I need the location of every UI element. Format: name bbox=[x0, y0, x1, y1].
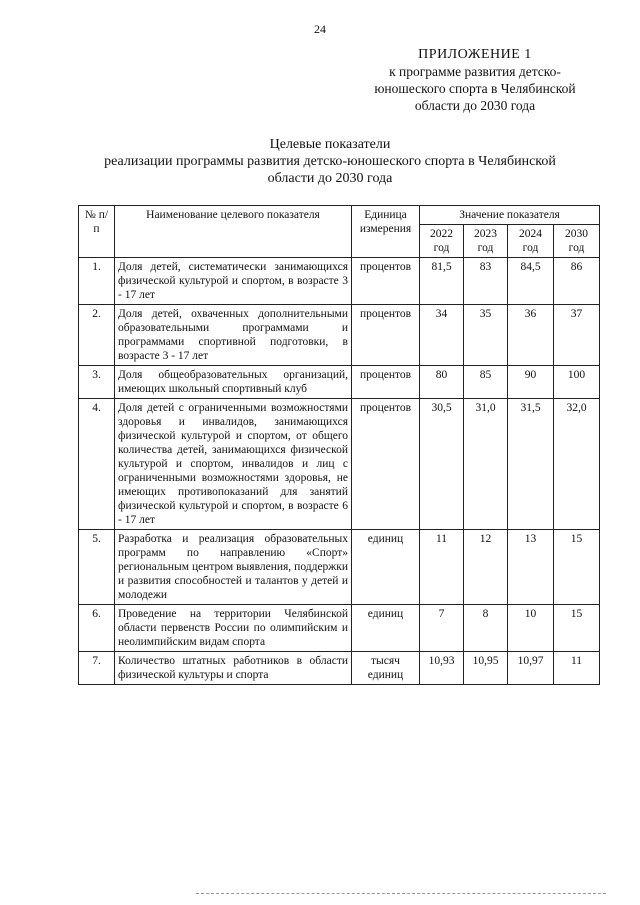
page-edge-divider bbox=[196, 893, 606, 894]
table-row bbox=[79, 652, 600, 685]
value-cell: 84,5 bbox=[508, 258, 554, 305]
table-row bbox=[79, 530, 600, 605]
document-title bbox=[60, 136, 600, 187]
unit-cell: тысяч единиц bbox=[352, 652, 420, 685]
value-cell: 81,5 bbox=[420, 258, 464, 305]
value-cell: 100 bbox=[554, 366, 600, 399]
value-cell: 15 bbox=[554, 605, 600, 652]
row-number: 7. bbox=[79, 652, 115, 685]
appendix-block bbox=[350, 46, 600, 114]
value-cell: 12 bbox=[464, 530, 508, 605]
value-cell: 7 bbox=[420, 605, 464, 652]
unit-cell: процентов bbox=[352, 366, 420, 399]
indicator-name: Доля детей, систематически занимающихся физической культурой и спортом, в возрасте 3 - 17 лет bbox=[115, 258, 352, 305]
indicator-name: Разработка и реализация образовательных программ по направлению «Спорт» региональным центром выявления, поддержки и развития способностей и талантов у детей и молодежи bbox=[115, 530, 352, 605]
title-line: области до 2030 года bbox=[267, 171, 393, 186]
header-value-group: Значение показателя bbox=[420, 206, 600, 225]
value-cell: 35 bbox=[464, 305, 508, 366]
unit-cell: процентов bbox=[352, 305, 420, 366]
indicator-name: Количество штатных работников в области физической культуры и спорта bbox=[115, 652, 352, 685]
table-row bbox=[79, 305, 600, 366]
row-number: 5. bbox=[79, 530, 115, 605]
table-row bbox=[79, 366, 600, 399]
value-cell: 83 bbox=[464, 258, 508, 305]
value-cell: 11 bbox=[554, 652, 600, 685]
value-cell: 37 bbox=[554, 305, 600, 366]
value-cell: 15 bbox=[554, 530, 600, 605]
value-cell: 10,97 bbox=[508, 652, 554, 685]
header-num: № п/п bbox=[79, 206, 115, 258]
unit-cell: процентов bbox=[352, 399, 420, 530]
unit-cell: единиц bbox=[352, 605, 420, 652]
row-number: 1. bbox=[79, 258, 115, 305]
header-name: Наименование целевого показателя bbox=[115, 206, 352, 258]
row-number: 4. bbox=[79, 399, 115, 530]
row-number: 2. bbox=[79, 305, 115, 366]
header-year: 2023 год bbox=[464, 225, 508, 258]
value-cell: 90 bbox=[508, 366, 554, 399]
title-line: реализации программы развития детско-юношеского спорта в Челябинской bbox=[104, 154, 556, 169]
value-cell: 31,0 bbox=[464, 399, 508, 530]
value-cell: 34 bbox=[420, 305, 464, 366]
value-cell: 10 bbox=[508, 605, 554, 652]
title-line: Целевые показатели bbox=[269, 137, 391, 152]
indicator-name: Проведение на территории Челябинской области первенств России по олимпийским и неолимпийским видам спорта bbox=[115, 605, 352, 652]
value-cell: 8 bbox=[464, 605, 508, 652]
appendix-heading: ПРИЛОЖЕНИЕ 1 bbox=[418, 47, 532, 62]
unit-cell: процентов bbox=[352, 258, 420, 305]
header-year: 2022 год bbox=[420, 225, 464, 258]
header-year: 2024 год bbox=[508, 225, 554, 258]
page-number: 24 bbox=[314, 22, 326, 36]
value-cell: 30,5 bbox=[420, 399, 464, 530]
targets-table bbox=[78, 205, 600, 685]
value-cell: 32,0 bbox=[554, 399, 600, 530]
row-number: 3. bbox=[79, 366, 115, 399]
indicator-name: Доля общеобразовательных организаций, имеющих школьный спортивный клуб bbox=[115, 366, 352, 399]
value-cell: 10,95 bbox=[464, 652, 508, 685]
value-cell: 31,5 bbox=[508, 399, 554, 530]
indicator-name: Доля детей, охваченных дополнительными образовательными программами и программами спортивной подготовки, в возрасте 3 - 17 лет bbox=[115, 305, 352, 366]
row-number: 6. bbox=[79, 605, 115, 652]
header-year: 2030 год bbox=[554, 225, 600, 258]
indicator-name: Доля детей с ограниченными возможностями здоровья и инвалидов, занимающихся физической культурой и спортом, от общего количества детей, занимающихся физической культурой и спортом, инвалидов и лиц с ограниченными возможностями здоровья, не имеющих противопоказаний для занятий физической культурой и спортом, в возрасте 6 - 17 лет bbox=[115, 399, 352, 530]
header-unit: Единица измерения bbox=[352, 206, 420, 258]
table-row bbox=[79, 399, 600, 530]
appendix-line: к программе развития детско- bbox=[389, 64, 561, 79]
value-cell: 80 bbox=[420, 366, 464, 399]
table-row bbox=[79, 258, 600, 305]
value-cell: 85 bbox=[464, 366, 508, 399]
value-cell: 10,93 bbox=[420, 652, 464, 685]
value-cell: 13 bbox=[508, 530, 554, 605]
value-cell: 11 bbox=[420, 530, 464, 605]
appendix-line: области до 2030 года bbox=[414, 98, 536, 113]
value-cell: 36 bbox=[508, 305, 554, 366]
table-row bbox=[79, 605, 600, 652]
unit-cell: единиц bbox=[352, 530, 420, 605]
value-cell: 86 bbox=[554, 258, 600, 305]
appendix-line: юношеского спорта в Челябинской bbox=[374, 81, 576, 96]
